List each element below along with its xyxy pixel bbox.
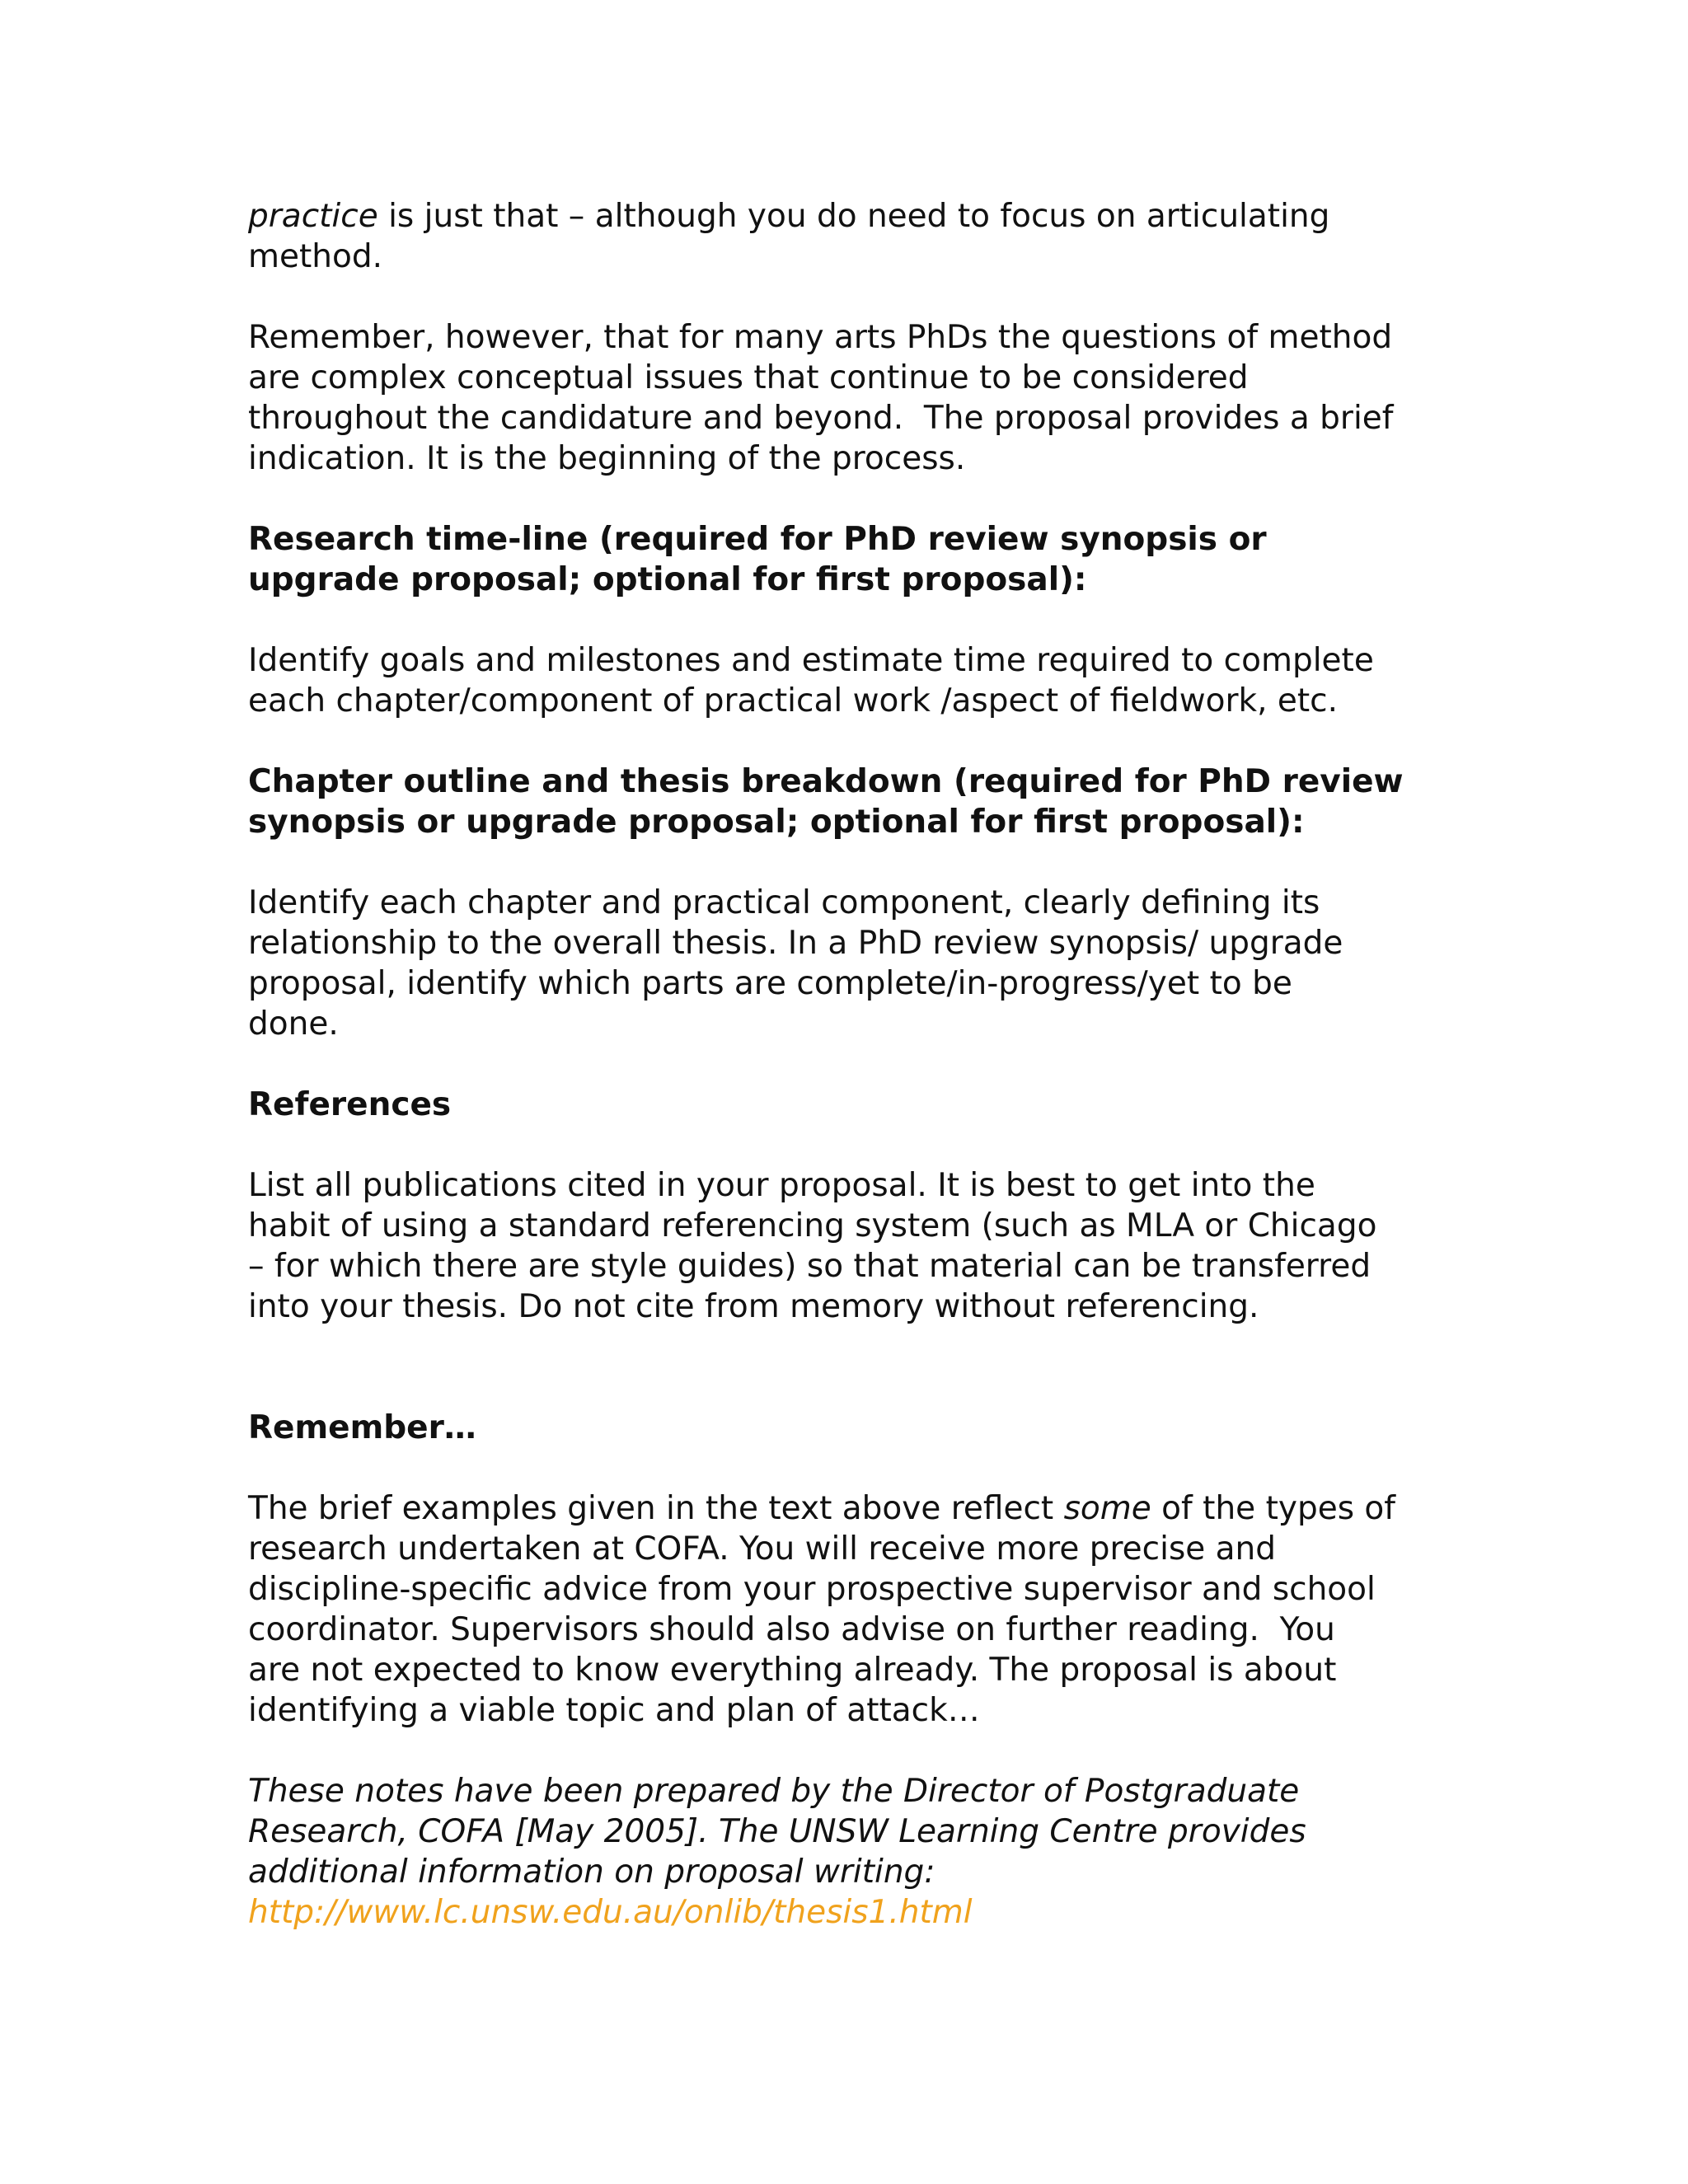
intro-line-2: method. xyxy=(248,238,383,275)
chapter-outline-body xyxy=(248,883,1460,1044)
remember-body xyxy=(248,1488,1460,1731)
timeline-heading-line: Research time-line (required for PhD review synopsis or xyxy=(248,521,1267,558)
intro-italic-word: practice xyxy=(248,198,378,235)
chapter-outline-body-line: relationship to the overall thesis. In a PhD review synopsis/ upgrade xyxy=(248,925,1343,962)
references-body-line: – for which there are style guides) so that material can be transferred xyxy=(248,1248,1372,1285)
timeline-heading xyxy=(248,519,1460,600)
notes-paragraph xyxy=(248,1771,1460,1933)
chapter-outline-body-line: done. xyxy=(248,1005,339,1043)
intro-paragraph xyxy=(248,196,1460,277)
remember-body-line: identifying a viable topic and plan of attack… xyxy=(248,1692,980,1729)
learning-centre-link[interactable]: http://www.lc.unsw.edu.au/onlib/thesis1.html xyxy=(248,1894,973,1931)
timeline-body xyxy=(248,640,1460,721)
intro-line-1-rest: is just that – although you do need to focus on articulating xyxy=(377,198,1330,235)
method-paragraph xyxy=(248,317,1460,479)
references-body xyxy=(248,1165,1460,1327)
references-body-line: List all publications cited in your proposal. It is best to get into the xyxy=(248,1167,1315,1204)
method-line: are complex conceptual issues that continue to be considered xyxy=(248,359,1249,396)
chapter-outline-body-line: Identify each chapter and practical component, clearly defining its xyxy=(248,884,1320,921)
timeline-body-line: each chapter/component of practical work /aspect of fieldwork, etc. xyxy=(248,682,1339,719)
notes-line: additional information on proposal writing: xyxy=(248,1854,935,1891)
chapter-outline-body-line: proposal, identify which parts are complete/in-progress/yet to be xyxy=(248,965,1292,1002)
remember-italic-word: some xyxy=(1063,1490,1151,1527)
references-heading xyxy=(248,1085,1460,1125)
remember-line-1-after: of the types of xyxy=(1151,1490,1395,1527)
chapter-outline-heading-line: synopsis or upgrade proposal; optional for first proposal): xyxy=(248,804,1305,841)
references-heading-text: References xyxy=(248,1086,452,1123)
references-body-line: into your thesis. Do not cite from memory without referencing. xyxy=(248,1288,1259,1325)
remember-body-line-1 xyxy=(248,1488,1460,1529)
remember-heading xyxy=(248,1408,1460,1448)
method-line: Remember, however, that for many arts PhDs the questions of method xyxy=(248,319,1393,356)
remember-heading-text: Remember… xyxy=(248,1409,476,1446)
references-body-line: habit of using a standard referencing system (such as MLA or Chicago xyxy=(248,1207,1377,1244)
notes-line: Research, COFA [May 2005]. The UNSW Learning Centre provides xyxy=(248,1813,1306,1850)
notes-line: These notes have been prepared by the Director of Postgraduate xyxy=(248,1773,1300,1810)
timeline-heading-line: upgrade proposal; optional for first proposal): xyxy=(248,561,1087,598)
chapter-outline-heading-line: Chapter outline and thesis breakdown (required for PhD review xyxy=(248,763,1404,800)
intro-line-1 xyxy=(248,196,1460,237)
remember-body-line: research undertaken at COFA. You will receive more precise and xyxy=(248,1530,1277,1568)
method-line: throughout the candidature and beyond. The proposal provides a brief xyxy=(248,400,1394,437)
document-page xyxy=(248,196,1460,1933)
remember-body-line: discipline-specific advice from your prospective supervisor and school xyxy=(248,1571,1376,1608)
timeline-body-line: Identify goals and milestones and estimate time required to complete xyxy=(248,642,1374,679)
remember-line-1-before: The brief examples given in the text above reflect xyxy=(248,1490,1064,1527)
remember-body-line: coordinator. Supervisors should also advise on further reading. You xyxy=(248,1611,1335,1648)
remember-body-line: are not expected to know everything already. The proposal is about xyxy=(248,1652,1337,1689)
method-line: indication. It is the beginning of the process. xyxy=(248,440,966,477)
chapter-outline-heading xyxy=(248,762,1460,842)
